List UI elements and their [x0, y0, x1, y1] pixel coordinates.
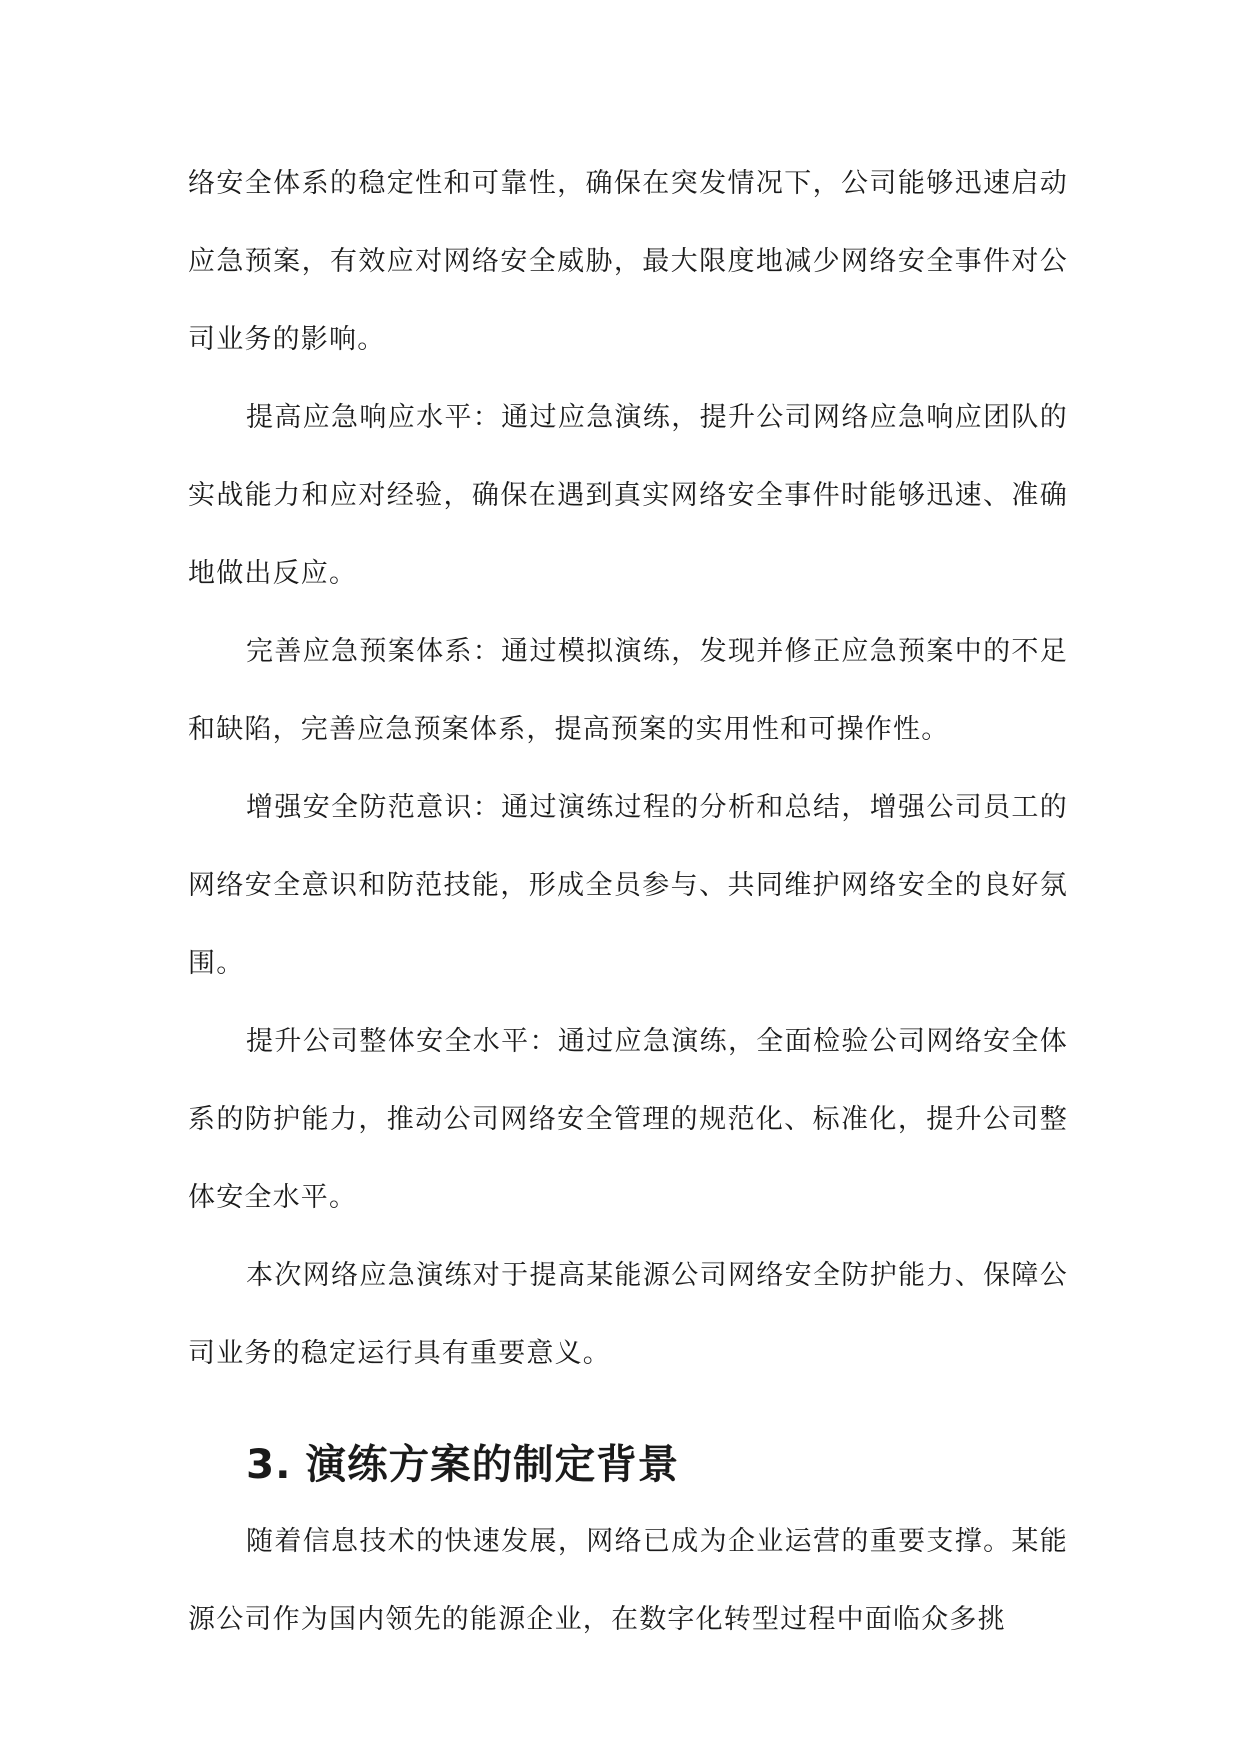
section-title: 演练方案的制定背景: [305, 1440, 680, 1488]
paragraph-intro-continuation: 络安全体系的稳定性和可靠性，确保在突发情况下，公司能够迅速启动应急预案，有效应对网络安全威胁，最大限度地减少网络安全事件对公司业务的影响。: [188, 168, 1068, 355]
paragraph-goal-overall: 提升公司整体安全水平：通过应急演练，全面检验公司网络安全体系的防护能力，推动公司网络安全管理的规范化、标准化，提升公司整体安全水平。: [188, 1026, 1068, 1213]
paragraph-significance: 本次网络应急演练对于提高某能源公司网络安全防护能力、保障公司业务的稳定运行具有重要意义。: [188, 1260, 1068, 1369]
section-number: 3.: [246, 1440, 292, 1488]
page-body: [188, 145, 1068, 1659]
section-heading: [188, 1425, 1068, 1503]
paragraph-goal-awareness: 增强安全防范意识：通过演练过程的分析和总结，增强公司员工的网络安全意识和防范技能，形成全员参与、共同维护网络安全的良好氛围。: [188, 792, 1068, 979]
paragraph-goal-response: 提高应急响应水平：通过应急演练，提升公司网络应急响应团队的实战能力和应对经验，确保在遇到真实网络安全事件时能够迅速、准确地做出反应。: [188, 402, 1068, 589]
paragraph-background: 随着信息技术的快速发展，网络已成为企业运营的重要支撑。某能源公司作为国内领先的能源企业，在数字化转型过程中面临众多挑: [188, 1526, 1068, 1635]
paragraph-goal-plan-system: 完善应急预案体系：通过模拟演练，发现并修正应急预案中的不足和缺陷，完善应急预案体系，提高预案的实用性和可操作性。: [188, 636, 1068, 745]
